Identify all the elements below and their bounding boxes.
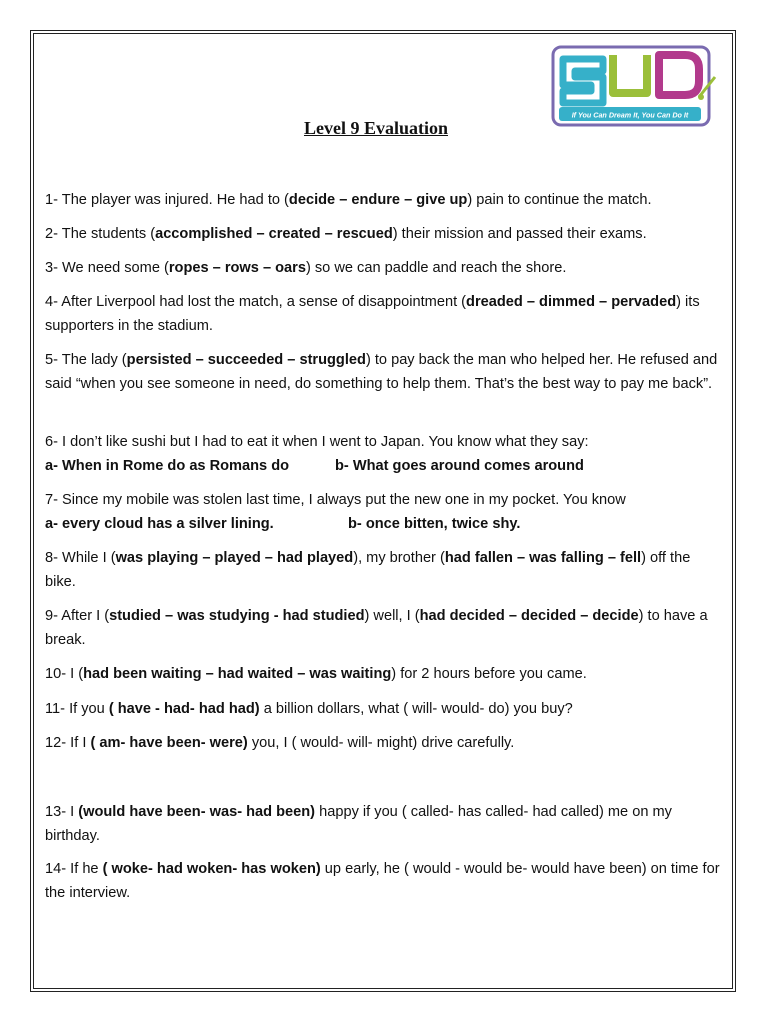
choices: had fallen – was falling – fell [444, 550, 642, 566]
choices: decide – endure – give up [288, 192, 468, 208]
choices: ( am- have been- were) [90, 735, 248, 751]
question-14: 14- If he ( woke- had woken- has woken) up early, he ( would - would be- would have been) on time for the interview. [45, 861, 720, 901]
question-2: 2- The students (accomplished – created – rescued) their mission and passed their exams. [45, 226, 647, 242]
question-3: 3- We need some (ropes – rows – oars) so we can paddle and reach the shore. [45, 260, 567, 276]
choices: dreaded – dimmed – pervaded [466, 294, 677, 310]
question-7: 7- Since my mobile was stolen last time, I always put the new one in my pocket. You know a- every cloud has a silver lining. b- once bitten, twice shy. [45, 488, 725, 536]
choices: persisted – succeeded – struggled [126, 352, 366, 368]
choices: ropes – rows – oars [168, 260, 306, 276]
choices: ( have - had- had had) [108, 701, 260, 717]
question-4: 4- After Liverpool had lost the match, a sense of disappointment (dreaded – dimmed – pervaded) its supporters in the stadium. [45, 294, 700, 334]
question-11: 11- If you ( have - had- had had) a billion dollars, what ( will- would- do) you buy? [45, 701, 573, 717]
option-b: b- What goes around comes around [335, 458, 584, 474]
question-9: 9- After I (studied – was studying - had studied) well, I (had decided – decided – decide) to have a break. [45, 608, 708, 648]
option-a: a- When in Rome do as Romans do [45, 458, 290, 474]
choices: accomplished – created – rescued [155, 226, 393, 242]
choices: studied – was studying - had studied [109, 608, 365, 624]
question-13: 13- I (would have been- was- had been) happy if you ( called- has called- had called) me on my birthday. [45, 804, 672, 844]
question-10: 10- I (had been waiting – had waited – was waiting) for 2 hours before you came. [45, 666, 587, 682]
question-8: 8- While I (was playing – played – had played), my brother (had fallen – was falling – fell) off the bike. [45, 550, 691, 590]
page-title: Level 9 Evaluation [303, 118, 448, 138]
logo-tagline: If You Can Dream It, You Can Do It [571, 110, 689, 120]
choices: had been waiting – had waited – was waiting [83, 666, 392, 682]
question-12: 12- If I ( am- have been- were) you, I ( would- will- might) drive carefully. [45, 735, 515, 751]
choices: ( woke- had woken- has woken) [102, 861, 321, 877]
sud-logo [551, 45, 717, 129]
choices: had decided – decided – decide [419, 608, 639, 624]
choices: (would have been- was- had been) [78, 804, 316, 820]
question-6: 6- I don’t like sushi but I had to eat it when I went to Japan. You know what they say: a- When in Rome do as Romans do b- What goes around comes around [45, 430, 725, 478]
question-1: 1- The player was injured. He had to (decide – endure – give up) pain to continue the match. [45, 192, 652, 208]
option-b: b- once bitten, twice shy. [348, 516, 521, 532]
question-5: 5- The lady (persisted – succeeded – struggled) to pay back the man who helped her. He refused and said “when you see someone in need, do something to help them. That’s the best way to pay me back”. [45, 352, 718, 392]
choices: was playing – played – had played [115, 550, 354, 566]
option-a: a- every cloud has a silver lining. [45, 516, 274, 532]
